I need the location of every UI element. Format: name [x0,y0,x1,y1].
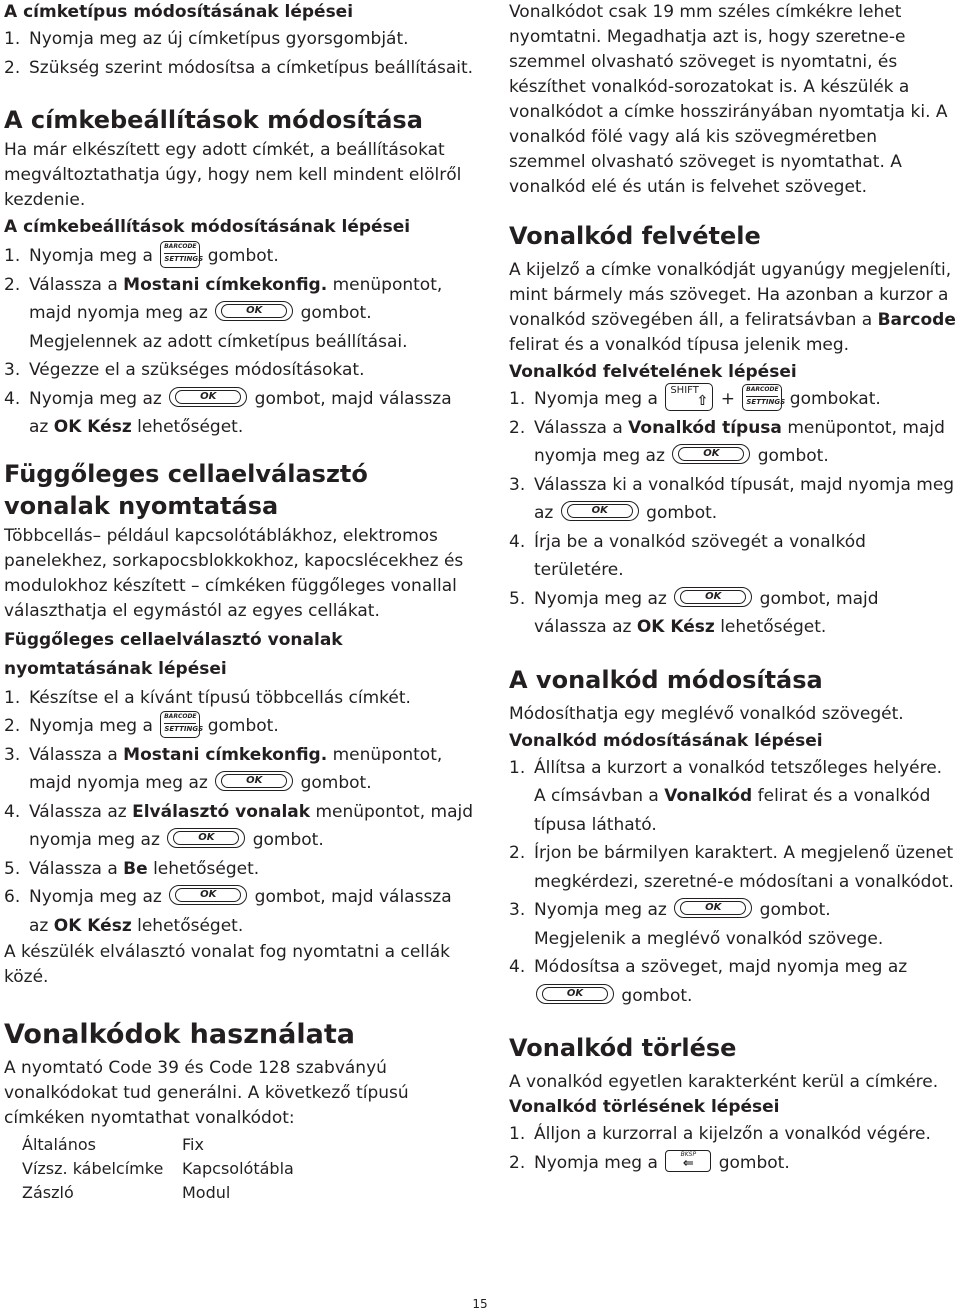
ok-key-icon: OK [674,587,752,607]
edit-barcode-intro: Módosíthatja egy meglévő vonalkód szövegét. [509,703,904,724]
edit-barcode-heading: A vonalkód módosítása [509,665,823,694]
add-barcode-steps [509,385,956,642]
list-item: 3. Válassza a Mostani címkekonfig. menüpontot, majd nyomja meg az OK gombot. [4,744,443,793]
barcode-intro: Vonalkódot csak 19 mm széles címkékre lehet nyomtatni. Megadhatja azt is, hogy szeretne-e szemmel olvasható szöveget is nyomtatni, és készíthet vonalkód-sorozatokat is. A készülék a vonalkódot a címke hosszirányában nyomtatja ki. A vonalkód fölé vagy alá kis szövegméretben szemmel olvasható szöveget is nyomtathat. A vonalkód elé és után is felvehet szöveget. [509,2,948,197]
label-type-steps-heading: A címketípus módosításának lépései [4,2,354,22]
ok-key-icon: OK [169,387,247,407]
edit-barcode-steps [509,754,956,1011]
list-item: 1. Nyomja meg a SHIFT ⇧ + BARCODE SETTINGS gombokat. [509,385,881,409]
list-item: 3. Válassza ki a vonalkód típusát, majd nyomja meg az OK gombot. [509,474,955,523]
list-item: 5. Válassza a Be lehetőséget. [4,858,260,879]
list-item: 1. Nyomja meg a BARCODE SETTINGS gombot. [4,242,279,266]
left-column [4,0,474,1205]
list-item: 6. Nyomja meg az OK gombot, majd válassza az OK Kész lehetőséget. [4,887,452,936]
label-type-item: Fix [182,1135,204,1154]
list-item: 1. Nyomja meg az új címketípus gyorsgombját. [4,29,409,49]
separator-lines-outro: A készülék elválasztó vonalat fog nyomtatni a cellák közé. [4,942,450,987]
delete-barcode-steps [509,1120,956,1177]
label-type-item: Általános [22,1135,96,1154]
list-item: 1. Készítse el a kívánt típusú többcellás címkét. [4,687,411,708]
barcodes-usage-intro: A nyomtató Code 39 és Code 128 szabványú vonalkódokat tud generálni. A következő típusú címkéken nyomtathat vonalkódot: [4,1058,409,1128]
page-number: 15 [472,1297,488,1311]
separator-lines-heading: Függőleges cellaelválasztó vonalak nyomtatása [4,459,368,520]
delete-barcode-steps-heading: Vonalkód törlésének lépései [509,1097,780,1117]
list-item: 1. Állítsa a kurzort a vonalkód tetszőleges helyére. A címsávban a Vonalkód felirat és a vonalkód típusa látható. [509,757,943,835]
barcode-settings-key-icon: BARCODE SETTINGS [160,241,200,268]
list-item: 2. Válassza a Vonalkód típusa menüpontot, majd nyomja meg az OK gombot. [509,417,945,466]
list-item: 1. Álljon a kurzorral a kijelzőn a vonalkód végére. [509,1124,931,1144]
list-item: 4. Írja be a vonalkód szövegét a vonalkód területére. [509,531,866,580]
barcode-settings-key-icon: BARCODE SETTINGS [160,711,200,738]
list-item: 4. Nyomja meg az OK gombot, majd válassza az OK Kész lehetőséget. [4,388,452,437]
list-item: 3. Nyomja meg az OK gombot. Megjelenik a meglévő vonalkód szövege. [509,900,884,949]
barcodes-usage-heading: Vonalkódok használata [4,1019,355,1050]
shift-key-icon: SHIFT ⇧ [665,383,713,411]
barcode-settings-key-icon: BARCODE SETTINGS [742,384,782,411]
label-settings-intro: Ha már elkészített egy adott címkét, a beállításokat megváltoztathatja úgy, hogy nem kell mindent elölről kezdenie. [4,140,462,210]
label-type-item: Vízsz. kábelcímke [22,1159,164,1178]
ok-key-icon: OK [215,771,293,791]
delete-barcode-heading: Vonalkód törlése [509,1034,737,1062]
label-settings-steps [4,242,474,442]
separator-lines-steps [4,684,474,941]
add-barcode-intro: A kijelző a címke vonalkódját ugyanúgy megjeleníti, mint bármely más szöveget. Ha azonban a kurzor a vonalkód szövegében áll, a feliratsávban a Barcode felirat és a vonalkód típusa jelenik meg. [509,260,956,355]
label-settings-heading: A címkebeállítások módosítása [4,106,423,134]
list-item: 2. Szükség szerint módosítsa a címketípus beállításait. [4,57,474,78]
ok-key-icon: OK [674,898,752,918]
label-type-item: Kapcsolótábla [182,1159,294,1178]
label-settings-steps-heading: A címkebeállítások módosításának lépései [4,217,411,237]
list-item: 2. Válassza a Mostani címkekonfig. menüpontot, majd nyomja meg az OK gombot. Megjelennek az adott címketípus beállításai. [4,274,443,352]
edit-barcode-steps-heading: Vonalkód módosításának lépései [509,730,823,751]
label-types-grid [22,1133,474,1205]
list-item: 2. Nyomja meg a BKSP ⇐ gombot. [509,1150,790,1173]
list-item: 3. Végezze el a szükséges módosításokat. [4,360,365,380]
add-barcode-steps-heading: Vonalkód felvételének lépései [509,362,797,382]
add-barcode-heading: Vonalkód felvétele [509,222,761,250]
ok-key-icon: OK [536,984,614,1004]
label-type-item: Zászló [22,1183,74,1202]
label-type-item: Modul [182,1183,231,1202]
ok-key-icon: OK [167,828,245,848]
right-column [509,0,956,1177]
label-type-steps [4,25,474,82]
ok-key-icon: OK [169,885,247,905]
list-item: 5. Nyomja meg az OK gombot, majd válassza az OK Kész lehetőséget. [509,588,879,637]
list-item: 4. Válassza az Elválasztó vonalak menüpontot, majd nyomja meg az OK gombot. [4,801,474,850]
delete-barcode-intro: A vonalkód egyetlen karakterként kerül a címkére. [509,1072,939,1092]
backspace-key-icon: BKSP ⇐ [665,1150,711,1172]
separator-lines-steps-heading: Függőleges cellaelválasztó vonalak nyomtatásának lépései [4,629,343,679]
separator-lines-intro: Többcellás– például kapcsolótáblákhoz, elektromos panelekhez, sorkapocsblokkokhoz, kapocslécekhez és modulokhoz készített – címkéken függőleges vonallal választhatja el egymástól az egyes cellákat. [4,525,464,621]
list-item: 2. Írjon be bármilyen karaktert. A megjelenő üzenet megkérdezi, szeretné-e módosítani a vonalkódot. [509,843,954,892]
ok-key-icon: OK [672,444,750,464]
list-item: 2. Nyomja meg a BARCODE SETTINGS gombot. [4,712,279,736]
ok-key-icon: OK [215,301,293,321]
list-item: 4. Módosítsa a szöveget, majd nyomja meg az OK gombot. [509,957,908,1006]
ok-key-icon: OK [561,501,639,521]
